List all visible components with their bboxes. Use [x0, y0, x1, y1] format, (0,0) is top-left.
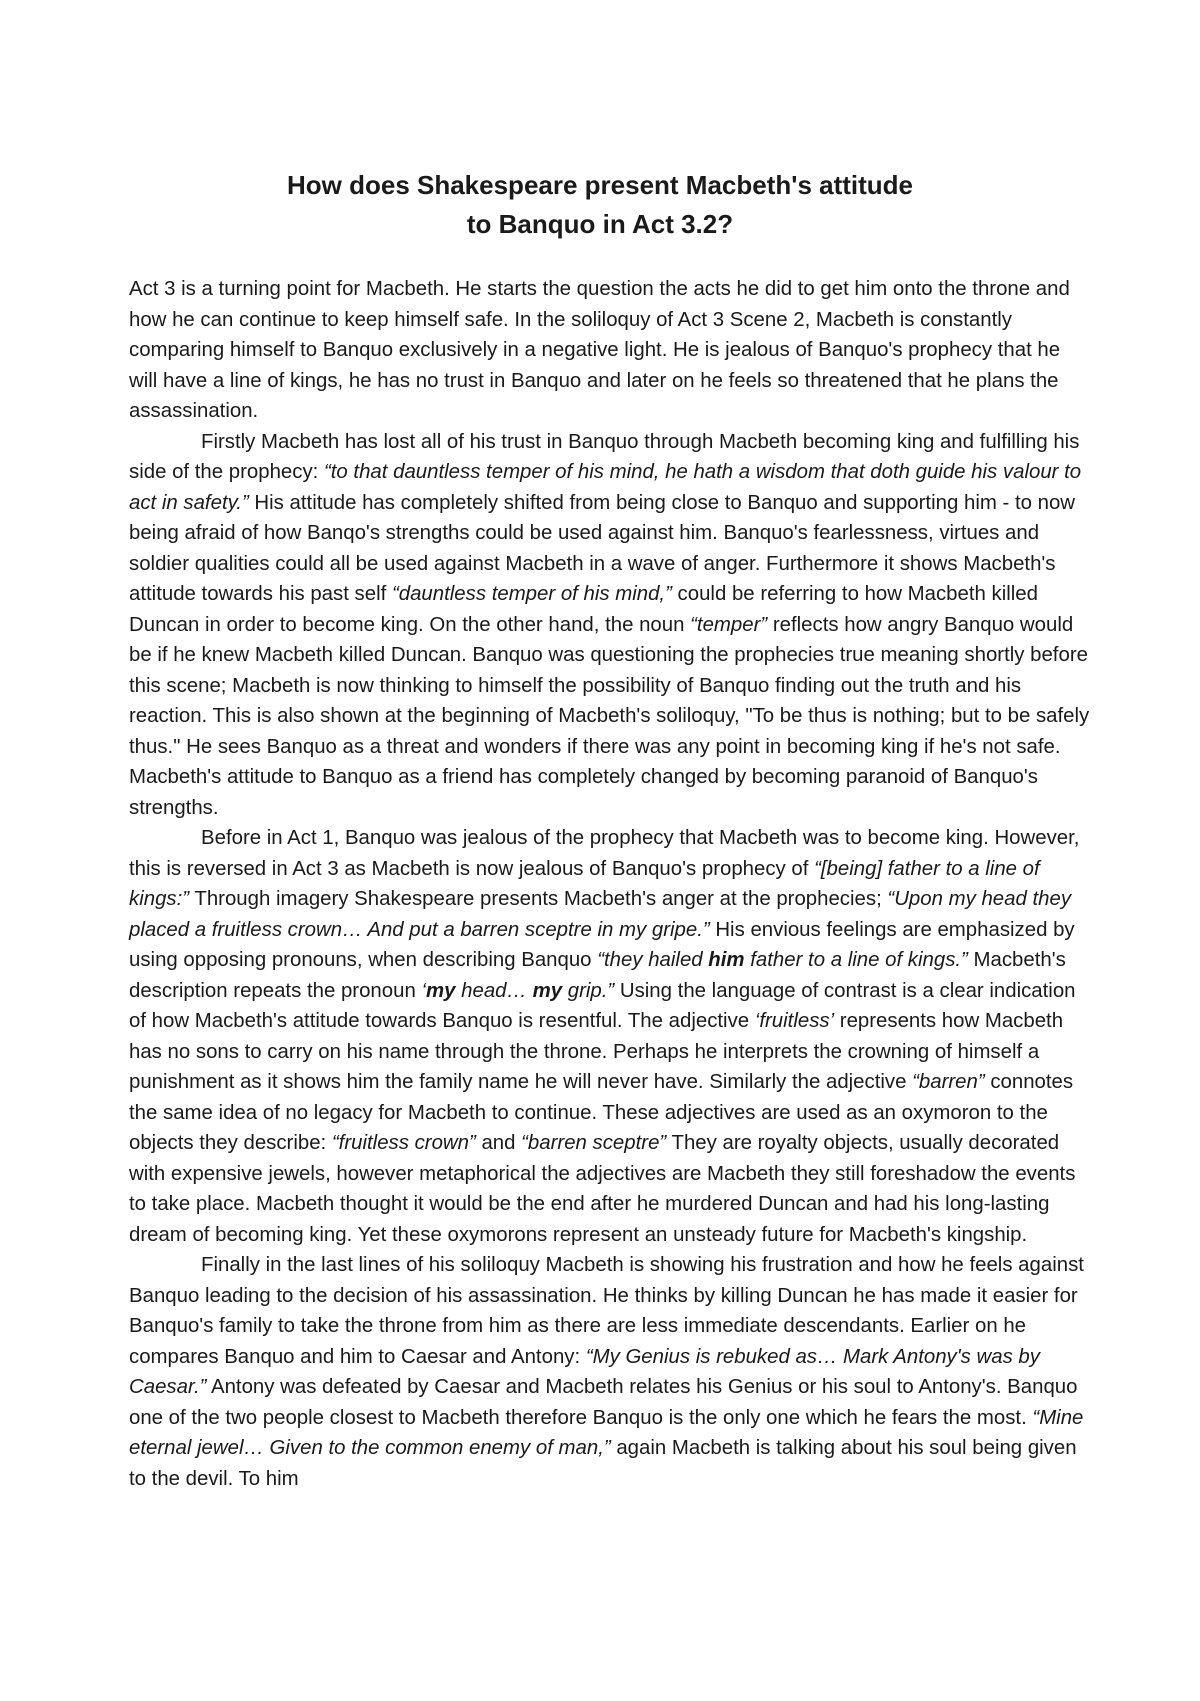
essay-title-line-1: How does Shakespeare present Macbeth's attitude [286, 170, 914, 200]
paragraph-text: Antony was defeated by Caesar and Macbeth relates his Genius or his soul to Antony's. Banquo one of the two people closest to Macbeth therefore Banquo is the only one which he fears the most. [129, 1376, 1078, 1429]
quotation-text: “fruitless crown” [331, 1132, 476, 1154]
quotation-text: “Upon my head they placed a fruitless crown… And put a barren sceptre in my gripe.” [129, 888, 1072, 941]
essay-title [0, 166, 1200, 244]
quotation-text: ‘fruitless’ [754, 1010, 835, 1032]
quotation-text: “barren sceptre” [521, 1132, 667, 1154]
paragraph-text: and [475, 1132, 522, 1154]
paragraph-text: They are royalty objects, usually decorated with expensive jewels, however metaphorical the adjectives are Macbeth they still foreshadow the events to take place. Macbeth thought it would be the end after he murdered Duncan and had his long-lasting dream of becoming king. Yet these oxymorons represent an unsteady future for Macbeth's kingship. [129, 1132, 1076, 1246]
paragraph-text: reflects how angry Banquo would be if he knew Macbeth killed Duncan. Banquo was questioning the prophecies true meaning shortly before this scene; Macbeth is now thinking to himself the possibility of Banquo finding out the truth and his reaction. This is also shown at the beginning of Macbeth's soliloquy, "To be thus is nothing; but to be safely thus." He sees Banquo as a threat and wonders if there was any point in becoming king if he's not safe. Macbeth's attitude to Banquo as a friend has completely changed by becoming paranoid of Banquo's strengths. [129, 613, 1090, 819]
paragraph-text: Before in Act 1, Banquo was jealous of the prophecy that Macbeth was to become king. However, this is reversed in Act 3 as Macbeth is now jealous of Banquo's prophecy of [129, 827, 1080, 880]
paragraph-conclusion [129, 1250, 1091, 1494]
paragraph-text: Finally in the last lines of his soliloquy Macbeth is showing his frustration and how he feels against Banquo leading to the decision of his assassination. He thinks by killing Duncan he has made it easier for Banquo's family to take the throne from him as there are less immediate descendants. Earlier on he compares Banquo and him to Caesar and Antony: [129, 1254, 1084, 1368]
paragraph-intro [129, 274, 1091, 427]
quotation-text: “to that dauntless temper of his mind, he hath a wisdom that doth guide his valour to act in safety.” [129, 461, 1082, 514]
paragraph-text: represents how Macbeth has no sons to carry on his name through the throne. Perhaps he interprets the crowning of himself a punishment as it shows him the family name he will never have. Similarly the adjective [129, 1010, 1064, 1093]
paragraph-jealousy [129, 823, 1091, 1250]
quotation-text: “Mine eternal jewel… Given to the common enemy of man,” [129, 1406, 1084, 1459]
paragraph-text: could be referring to how Macbeth killed Duncan in order to become king. On the other hand, the noun [129, 583, 1038, 636]
essay-title-line-2: to Banquo in Act 3.2? [466, 209, 734, 239]
essay-body [129, 274, 1091, 1494]
quotation-text: ‘ [421, 979, 426, 1002]
emphasis-bold-text: my [426, 979, 456, 1002]
quotation-text: “they hailed [597, 949, 709, 971]
quotation-text: grip.” [562, 979, 615, 1002]
paragraph-text: Macbeth's description repeats the pronoun [129, 949, 1066, 1002]
paragraph-text: His attitude has completely shifted from being close to Banquo and supporting him - to now being afraid of how Banqo's strengths could be used against him. Banquo's fearlessness, virtues and soldier qualities could all be used against Macbeth in a wave of anger. Furthermore it shows Macbeth's attitude towards his past self [129, 491, 1076, 605]
emphasis-bold-text: my [532, 979, 563, 1002]
quotation-text: “barren” [912, 1071, 985, 1093]
paragraph-text: Using the language of contrast is a clear indication of how Macbeth's attitude towards Banquo is resentful. The adjective [129, 979, 1076, 1032]
quotation-text: “My Genius is rebuked as… Mark Antony's was by Caesar.” [129, 1345, 1040, 1398]
quotation-text: “[being] father to a line of kings:” [129, 857, 1040, 910]
quotation-text: head… [455, 979, 533, 1002]
paragraph-text: Act 3 is a turning point for Macbeth. He starts the question the acts he did to get him onto the throne and how he can continue to keep himself safe. In the soliloquy of Act 3 Scene 2, Macbeth is constantly comparing himself to Banquo exclusively in a negative light. He is jealous of Banquo's prophecy that he will have a line of kings, he has no trust in Banquo and later on he feels so threatened that he plans the assassination. [129, 278, 1070, 422]
paragraph-text: His envious feelings are emphasized by using opposing pronouns, when describing Banquo [129, 918, 1075, 971]
paragraph-text: Firstly Macbeth has lost all of his trust in Banquo through Macbeth becoming king and fulfilling his side of the prophecy: [129, 430, 1080, 483]
paragraph-text: again Macbeth is talking about his soul being given to the devil. To him [129, 1437, 1077, 1490]
quotation-text: father to a line of kings.” [744, 949, 968, 971]
paragraph-trust [129, 427, 1091, 824]
emphasis-bold-text: him [708, 949, 745, 971]
quotation-text: “dauntless temper of his mind,” [391, 583, 672, 605]
paragraph-text: connotes the same idea of no legacy for Macbeth to continue. These adjectives are used as an oxymoron to the objects they describe: [129, 1071, 1074, 1154]
paragraph-text: Through imagery Shakespeare presents Macbeth's anger at the prophecies; [189, 888, 888, 910]
quotation-text: “temper” [690, 613, 768, 636]
